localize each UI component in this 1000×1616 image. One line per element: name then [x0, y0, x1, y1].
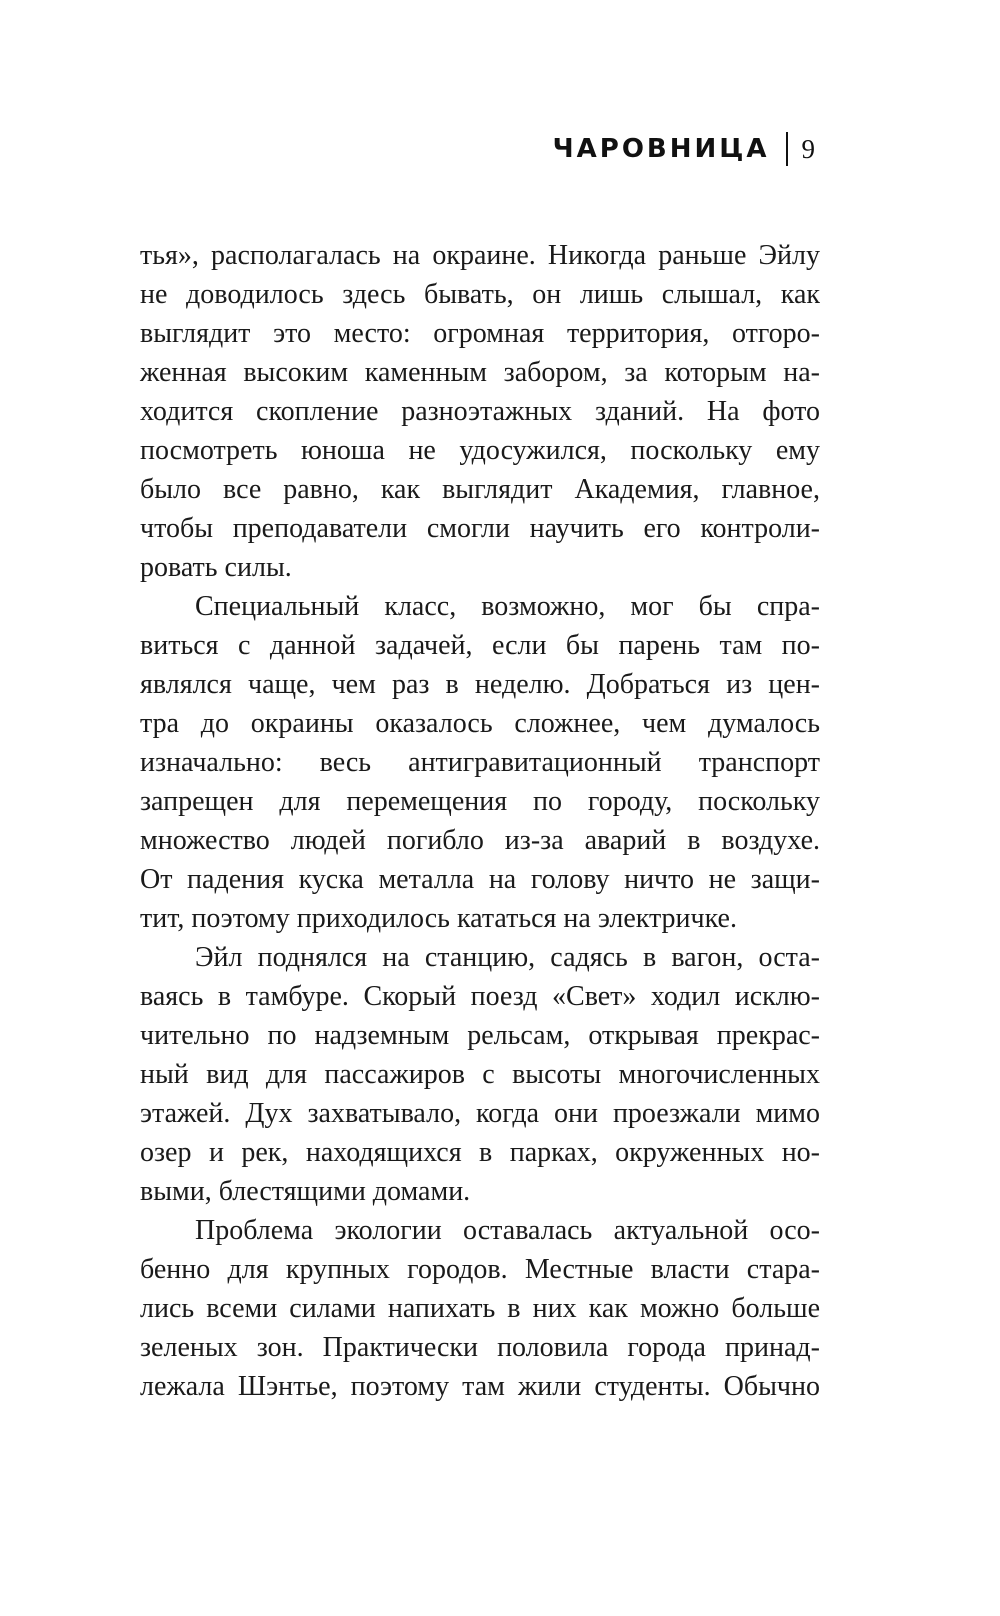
text-line: Эйл поднялся на станцию, садясь в вагон, оста-: [195, 942, 820, 973]
text-line: лежала Шэнтье, поэтому там жили студенты. Обычно: [140, 1371, 820, 1402]
text-line: являлся чаще, чем раз в неделю. Добраться из цен-: [140, 669, 820, 700]
book-title: ЧАРОВНИЦА: [552, 134, 770, 164]
text-line: чительно по надземным рельсам, открывая прекрас-: [140, 1020, 820, 1051]
text-line: Проблема экологии оставалась актуальной осо-: [195, 1215, 820, 1246]
text-line: посмотреть юноша не удосужился, поскольку ему: [140, 435, 820, 466]
text-line: бенно для крупных городов. Местные власти стара-: [140, 1254, 820, 1285]
text-line: лись всеми силами напихать в них как можно больше: [140, 1293, 820, 1324]
text-line: тья», располагалась на окраине. Никогда раньше Эйлу: [140, 240, 820, 271]
paragraph-3: [140, 938, 820, 1211]
text-line: ный вид для пассажиров с высоты многочисленных: [140, 1059, 820, 1090]
text-line: ваясь в тамбуре. Скорый поезд «Свет» ходил исклю-: [140, 981, 820, 1012]
text-line: От падения куска металла на голову ничто не защи-: [140, 864, 820, 895]
header-divider: [786, 132, 788, 166]
paragraph-1: [140, 236, 820, 587]
text-line: выми, блестящими домами.: [140, 1176, 471, 1207]
text-line: ходится скопление разноэтажных зданий. На фото: [140, 396, 820, 427]
text-line: тит, поэтому приходилось кататься на электричке.: [140, 903, 737, 934]
text-line: зеленых зон. Практически половила города принад-: [140, 1332, 820, 1363]
page-number: 9: [801, 133, 815, 164]
text-line: Специальный класс, возможно, мог бы спра-: [195, 591, 820, 622]
text-line: этажей. Дух захватывало, когда они проезжали мимо: [140, 1098, 820, 1129]
text-line: не доводилось здесь бывать, он лишь слышал, как: [140, 279, 820, 310]
text-line: чтобы преподаватели смогли научить его контроли-: [140, 513, 820, 544]
text-line: изначально: весь антигравитационный транспорт: [140, 747, 820, 778]
text-line: запрещен для перемещения по городу, поскольку: [140, 786, 820, 817]
running-head: [553, 128, 815, 170]
text-line: множество людей погибло из-за аварий в воздухе.: [140, 825, 820, 856]
text-line: тра до окраины оказалось сложнее, чем думалось: [140, 708, 820, 739]
text-line: было все равно, как выглядит Академия, главное,: [140, 474, 820, 505]
text-line: озер и рек, находящихся в парках, окруженных но-: [140, 1137, 820, 1168]
text-line: выглядит это место: огромная территория, отгоро-: [140, 318, 820, 349]
body-text: [140, 236, 820, 1406]
paragraph-2: [140, 587, 820, 938]
text-line: женная высоким каменным забором, за которым на-: [140, 357, 820, 388]
paragraph-4: [140, 1211, 820, 1406]
text-line: ровать силы.: [140, 552, 292, 583]
text-line: виться с данной задачей, если бы парень там по-: [140, 630, 820, 661]
